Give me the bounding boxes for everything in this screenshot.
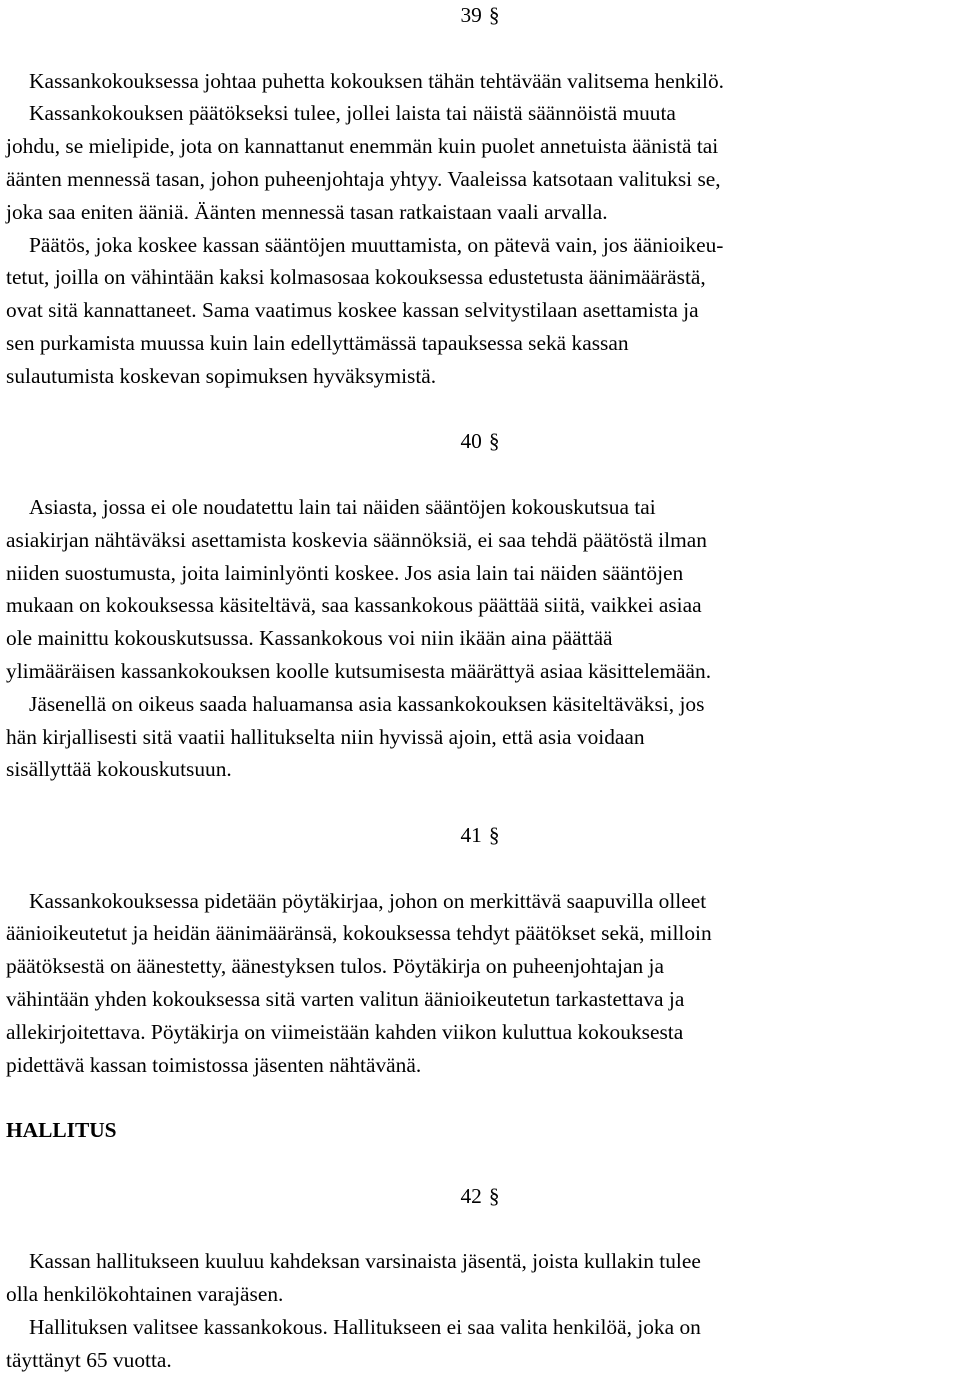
text-line: joka saa eniten ääniä. Äänten mennessä tasan ratkaistaan vaali arvalla. <box>6 199 608 224</box>
text-line: Kassan hallitukseen kuuluu kahdeksan varsinaista jäsentä, joista kullakin tulee <box>29 1249 701 1274</box>
section-heading-41 <box>6 819 954 852</box>
text-line: sen purkamista muussa kuin lain edellyttämässä tapauksessa sekä kassan <box>6 330 629 355</box>
text-line: pidettävä kassan toimistossa jäsenten nähtävänä. <box>6 1052 422 1077</box>
text-line: johdu, se mielipide, jota on kannattanut enemmän kuin puolet annetuista äänistä tai <box>6 134 719 159</box>
text-line: ole mainittu kokouskutsussa. Kassankokous voi niin ikään aina päättää <box>6 626 613 651</box>
text-line: ylimääräisen kassankokouksen koolle kutsumisesta määrättyä asiaa käsittelemään. <box>6 658 712 683</box>
section-body-41 <box>6 885 954 1082</box>
text-line: olla henkilökohtainen varajäsen. <box>6 1282 284 1307</box>
section-number: 41 <box>460 822 482 847</box>
text-line: äänioikeutetut ja heidän äänimääränsä, kokouksessa tehdyt päätökset sekä, milloin <box>6 921 712 946</box>
text-line: Kassankokouksessa pidetään pöytäkirjaa, johon on merkittävä saapuvilla olleet <box>29 888 707 913</box>
document-page <box>6 0 954 1376</box>
text-line: hän kirjallisesti sitä vaatii hallitukselta niin hyvissä ajoin, että asia voidaan <box>6 724 645 749</box>
text-line: Kassankokouksessa johtaa puhetta kokouksen tähän tehtävään valitsema henkilö. <box>29 68 725 93</box>
spacer <box>6 1081 954 1114</box>
spacer <box>6 1147 954 1180</box>
section-heading-39 <box>6 0 954 32</box>
text-line: Kassankokouksen päätökseksi tulee, jollei laista tai näistä säännöistä muuta <box>29 101 676 126</box>
section-body-39 <box>6 65 954 393</box>
text-line: Hallituksen valitsee kassankokous. Hallitukseen ei saa valita henkilöä, joka on <box>29 1314 701 1339</box>
section-heading-42 <box>6 1180 954 1213</box>
spacer <box>6 852 954 885</box>
text-line: mukaan on kokouksessa käsiteltävä, saa kassankokous päättää siitä, vaikkei asiaa <box>6 593 702 618</box>
text-line: päätöksestä on äänestetty, äänestyksen tulos. Pöytäkirja on puheenjohtajan ja <box>6 954 664 979</box>
text-line: sisällyttää kokouskutsuun. <box>6 757 232 782</box>
text-line: Päätös, joka koskee kassan sääntöjen muuttamista, on pätevä vain, jos äänioikeu- <box>29 232 724 257</box>
spacer <box>6 393 954 426</box>
section-heading-40 <box>6 425 954 458</box>
section-symbol: § <box>488 429 500 454</box>
text-line: äänten mennessä tasan, johon puheenjohtaja yhtyy. Vaaleissa katsotaan valituksi se, <box>6 166 721 191</box>
text-line: asiakirjan nähtäväksi asettamista koskevia säännöksiä, ei saa tehdä päätöstä ilman <box>6 527 707 552</box>
section-symbol: § <box>488 822 500 847</box>
text-line: allekirjoitettava. Pöytäkirja on viimeistään kahden viikon kuluttua kokouksesta <box>6 1019 684 1044</box>
spacer <box>6 458 954 491</box>
text-line: sulautumista koskevan sopimuksen hyväksymistä. <box>6 363 437 388</box>
section-number: 40 <box>460 429 482 454</box>
section-body-40 <box>6 491 954 786</box>
text-line: Jäsenellä on oikeus saada haluamansa asia kassankokouksen käsiteltäväksi, jos <box>29 691 705 716</box>
section-number: 39 <box>460 3 482 27</box>
section-body-42 <box>6 1245 954 1376</box>
section-number: 42 <box>460 1183 482 1208</box>
text-line: tetut, joilla on vähintään kaksi kolmasosaa kokouksessa edustetusta äänimäärästä, <box>6 265 706 290</box>
spacer <box>6 1212 954 1245</box>
chapter-heading: HALLITUS <box>6 1118 117 1143</box>
section-symbol: § <box>488 1183 500 1208</box>
text-line: niiden suostumusta, joita laiminlyönti koskee. Jos asia lain tai näiden sääntöjen <box>6 560 684 585</box>
text-line: Asiasta, jossa ei ole noudatettu lain tai näiden sääntöjen kokouskutsua tai <box>29 494 656 519</box>
section-symbol: § <box>488 3 500 27</box>
text-line: täyttänyt 65 vuotta. <box>6 1347 172 1372</box>
text-line: vähintään yhden kokouksessa sitä varten valitun äänioikeutetun tarkastettava ja <box>6 986 685 1011</box>
spacer <box>6 786 954 819</box>
text-line: ovat sitä kannattaneet. Sama vaatimus koskee kassan selvitystilaan asettamista ja <box>6 298 699 323</box>
spacer <box>6 32 954 65</box>
